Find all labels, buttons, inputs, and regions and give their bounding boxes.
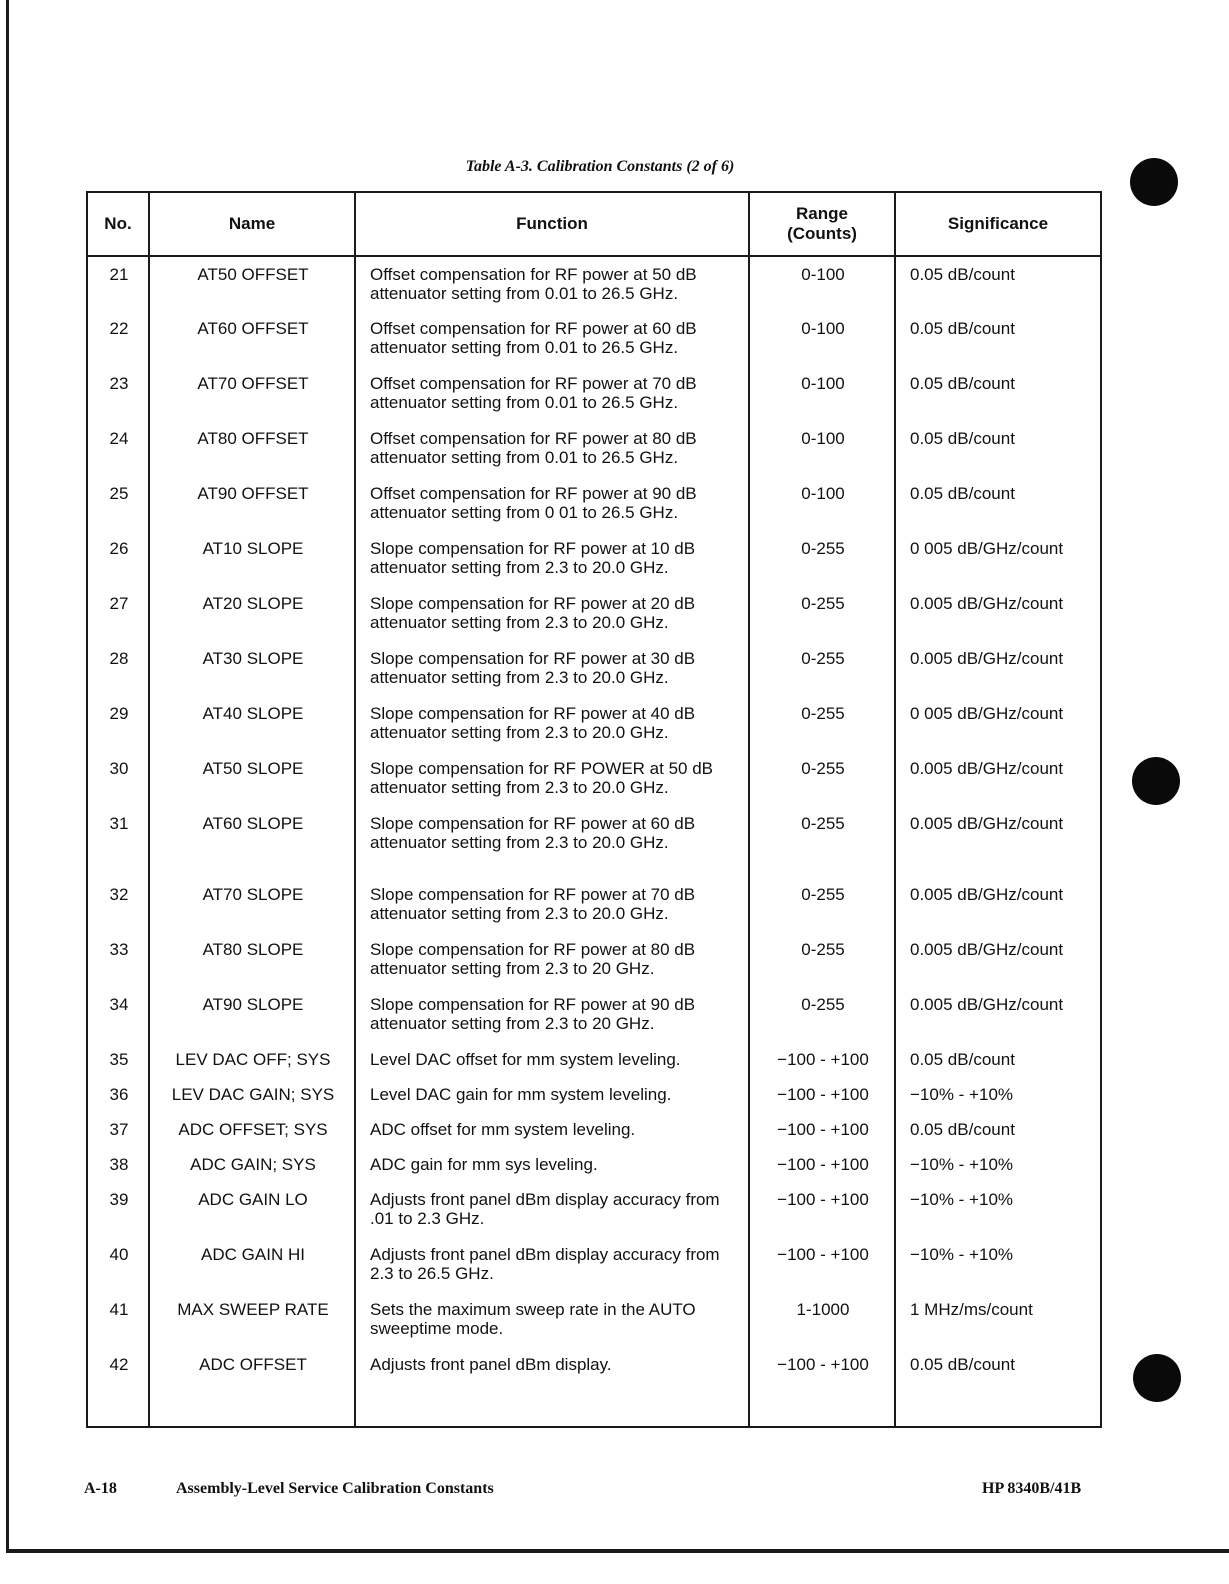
cell-no: 39 [109, 1190, 129, 1209]
cell-significance: −10% - +10% [895, 1237, 1101, 1292]
cell-no: 34 [109, 995, 129, 1014]
cell-range: 0-100 [749, 256, 895, 311]
table-row [87, 421, 1101, 476]
cell-no: 37 [109, 1120, 129, 1139]
cell-name: AT50 SLOPE [149, 751, 355, 806]
cell-no: 21 [109, 265, 129, 284]
header-name: Name [149, 192, 355, 256]
cell-significance: 0.05 dB/count [895, 366, 1101, 421]
table-body [87, 256, 1101, 1427]
table-row [87, 1292, 1101, 1347]
table-row [87, 256, 1101, 311]
cell-significance: −10% - +10% [895, 1182, 1101, 1237]
cell-range: 0-255 [749, 586, 895, 641]
table-row [87, 1147, 1101, 1182]
cell-significance: 0.05 dB/count [895, 1042, 1101, 1077]
cell-range: −100 - +100 [749, 1077, 895, 1112]
header-no: No. [87, 192, 149, 256]
cell-significance: 0.05 dB/count [895, 1112, 1101, 1147]
table-caption: Table A-3. Calibration Constants (2 of 6) [465, 158, 735, 175]
cell-range: −100 - +100 [749, 1347, 895, 1402]
table-row [87, 1077, 1101, 1112]
cell-no: 28 [109, 649, 129, 668]
cell-range: 1-1000 [749, 1292, 895, 1347]
cell-significance: 0.005 dB/GHz/count [895, 987, 1101, 1042]
table-header-row [87, 192, 1101, 256]
cell-range: 0-255 [749, 641, 895, 696]
footer-section-title: Assembly-Level Service Calibration Constants [176, 1480, 494, 1497]
cell-name: AT10 SLOPE [149, 531, 355, 586]
cell-significance: −10% - +10% [895, 1147, 1101, 1182]
cell-no: 24 [109, 429, 129, 448]
cell-name: ADC OFFSET [149, 1347, 355, 1402]
cell-significance: 0.05 dB/count [895, 256, 1101, 311]
table-row [87, 1182, 1101, 1237]
table-row [87, 1237, 1101, 1292]
cell-significance: 0.005 dB/GHz/count [895, 877, 1101, 932]
cell-function: Adjusts front panel dBm display accuracy from 2.3 to 26.5 GHz. [355, 1237, 749, 1292]
table-row [87, 877, 1101, 932]
cell-function: Slope compensation for RF power at 70 dB attenuator setting from 2.3 to 20.0 GHz. [355, 877, 749, 932]
cell-range: −100 - +100 [749, 1147, 895, 1182]
table-row [87, 1042, 1101, 1077]
cell-significance: 0.005 dB/GHz/count [895, 641, 1101, 696]
cell-no: 26 [109, 539, 129, 558]
cell-no: 27 [109, 594, 129, 613]
header-range-line1: Range [796, 204, 848, 223]
cell-significance: 0.005 dB/GHz/count [895, 932, 1101, 987]
cell-name: AT70 OFFSET [149, 366, 355, 421]
table-filler-cell [149, 1402, 355, 1427]
cell-no: 41 [109, 1300, 129, 1319]
cell-significance: 0 005 dB/GHz/count [895, 531, 1101, 586]
cell-significance: 0.05 dB/count [895, 311, 1101, 366]
cell-significance: 0.005 dB/GHz/count [895, 751, 1101, 806]
cell-no: 40 [109, 1245, 129, 1264]
calibration-table [86, 191, 1100, 1428]
table-row [87, 806, 1101, 877]
cell-function: Slope compensation for RF power at 90 dB attenuator setting from 2.3 to 20 GHz. [355, 987, 749, 1042]
cell-name: MAX SWEEP RATE [149, 1292, 355, 1347]
cell-no: 25 [109, 484, 129, 503]
cell-function: Level DAC gain for mm system leveling. [355, 1077, 749, 1112]
cell-no: 30 [109, 759, 129, 778]
cell-no: 31 [109, 814, 129, 833]
cell-name: AT80 OFFSET [149, 421, 355, 476]
cell-function: Slope compensation for RF power at 20 dB attenuator setting from 2.3 to 20.0 GHz. [355, 586, 749, 641]
cell-function: Adjusts front panel dBm display accuracy from .01 to 2.3 GHz. [355, 1182, 749, 1237]
punch-hole-bottom [1133, 1354, 1181, 1402]
cell-name: LEV DAC OFF; SYS [149, 1042, 355, 1077]
table-row [87, 366, 1101, 421]
cell-name: ADC OFFSET; SYS [149, 1112, 355, 1147]
cell-no: 29 [109, 704, 129, 723]
cell-range: −100 - +100 [749, 1112, 895, 1147]
cell-name: AT60 SLOPE [149, 806, 355, 877]
table-row [87, 987, 1101, 1042]
page-border-bottom [6, 1549, 1229, 1553]
cell-function: Adjusts front panel dBm display. [355, 1347, 749, 1402]
cell-no: 23 [109, 374, 129, 393]
cell-no: 36 [109, 1085, 129, 1104]
cell-function: Slope compensation for RF power at 30 dB attenuator setting from 2.3 to 20.0 GHz. [355, 641, 749, 696]
punch-hole-middle [1132, 757, 1180, 805]
cell-function: Offset compensation for RF power at 80 dB attenuator setting from 0.01 to 26.5 GHz. [355, 421, 749, 476]
table-filler-row [87, 1402, 1101, 1427]
cell-range: −100 - +100 [749, 1237, 895, 1292]
cell-function: ADC gain for mm sys leveling. [355, 1147, 749, 1182]
cell-significance: 0.05 dB/count [895, 421, 1101, 476]
header-range-line2: (Counts) [787, 224, 857, 243]
cell-name: LEV DAC GAIN; SYS [149, 1077, 355, 1112]
cell-no: 42 [109, 1355, 129, 1374]
cell-significance: 0 005 dB/GHz/count [895, 696, 1101, 751]
cell-name: AT40 SLOPE [149, 696, 355, 751]
table-row [87, 1347, 1101, 1402]
table-row [87, 311, 1101, 366]
cell-function: Slope compensation for RF power at 80 dB attenuator setting from 2.3 to 20 GHz. [355, 932, 749, 987]
cell-name: AT70 SLOPE [149, 877, 355, 932]
cell-name: AT90 OFFSET [149, 476, 355, 531]
table-filler-cell [749, 1402, 895, 1427]
cell-significance: 1 MHz/ms/count [895, 1292, 1101, 1347]
cell-range: 0-255 [749, 696, 895, 751]
header-function: Function [355, 192, 749, 256]
table-row [87, 531, 1101, 586]
table-filler-cell [895, 1402, 1101, 1427]
cell-no: 38 [109, 1155, 129, 1174]
table-row [87, 751, 1101, 806]
cell-name: AT60 OFFSET [149, 311, 355, 366]
cell-range: 0-100 [749, 476, 895, 531]
cell-name: AT50 OFFSET [149, 256, 355, 311]
header-significance: Significance [895, 192, 1101, 256]
cell-range: 0-100 [749, 311, 895, 366]
cell-name: AT80 SLOPE [149, 932, 355, 987]
page-border-left [6, 0, 9, 1552]
table-row [87, 932, 1101, 987]
cell-name: ADC GAIN LO [149, 1182, 355, 1237]
table-row [87, 641, 1101, 696]
footer-page-number: A-18 [84, 1480, 117, 1497]
table-filler-cell [87, 1402, 149, 1427]
cell-function: Level DAC offset for mm system leveling. [355, 1042, 749, 1077]
cell-no: 33 [109, 940, 129, 959]
cell-no: 32 [109, 885, 129, 904]
cell-significance: 0.05 dB/count [895, 476, 1101, 531]
footer-model: HP 8340B/41B [982, 1480, 1082, 1497]
cell-name: ADC GAIN; SYS [149, 1147, 355, 1182]
table-row [87, 696, 1101, 751]
cell-significance: 0.005 dB/GHz/count [895, 586, 1101, 641]
cell-range: 0-255 [749, 877, 895, 932]
cell-name: AT30 SLOPE [149, 641, 355, 696]
cell-function: Offset compensation for RF power at 50 dB attenuator setting from 0.01 to 26.5 GHz. [355, 256, 749, 311]
table-row [87, 586, 1101, 641]
table-row [87, 1112, 1101, 1147]
cell-significance: 0.005 dB/GHz/count [895, 806, 1101, 877]
cell-function: ADC offset for mm system leveling. [355, 1112, 749, 1147]
cell-function: Slope compensation for RF power at 60 dB attenuator setting from 2.3 to 20.0 GHz. [355, 806, 749, 877]
cell-range: 0-100 [749, 366, 895, 421]
cell-name: AT90 SLOPE [149, 987, 355, 1042]
cell-name: ADC GAIN HI [149, 1237, 355, 1292]
cell-function: Sets the maximum sweep rate in the AUTO sweeptime mode. [355, 1292, 749, 1347]
cell-name: AT20 SLOPE [149, 586, 355, 641]
cell-function: Offset compensation for RF power at 60 dB attenuator setting from 0.01 to 26.5 GHz. [355, 311, 749, 366]
cell-range: 0-255 [749, 932, 895, 987]
cell-function: Slope compensation for RF power at 10 dB attenuator setting from 2.3 to 20.0 GHz. [355, 531, 749, 586]
cell-function: Offset compensation for RF power at 90 dB attenuator setting from 0 01 to 26.5 GHz. [355, 476, 749, 531]
table-filler-cell [355, 1402, 749, 1427]
cell-no: 22 [109, 319, 129, 338]
cell-range: 0-255 [749, 987, 895, 1042]
cell-range: 0-255 [749, 531, 895, 586]
cell-range: 0-255 [749, 806, 895, 877]
cell-function: Offset compensation for RF power at 70 dB attenuator setting from 0.01 to 26.5 GHz. [355, 366, 749, 421]
cell-significance: 0.05 dB/count [895, 1347, 1101, 1402]
cell-range: −100 - +100 [749, 1182, 895, 1237]
cell-range: 0-100 [749, 421, 895, 476]
cell-range: 0-255 [749, 751, 895, 806]
cell-significance: −10% - +10% [895, 1077, 1101, 1112]
header-range [749, 192, 895, 256]
cell-function: Slope compensation for RF power at 40 dB attenuator setting from 2.3 to 20.0 GHz. [355, 696, 749, 751]
cell-range: −100 - +100 [749, 1042, 895, 1077]
table-row [87, 476, 1101, 531]
cell-no: 35 [109, 1050, 129, 1069]
cell-function: Slope compensation for RF POWER at 50 dB attenuator setting from 2.3 to 20.0 GHz. [355, 751, 749, 806]
